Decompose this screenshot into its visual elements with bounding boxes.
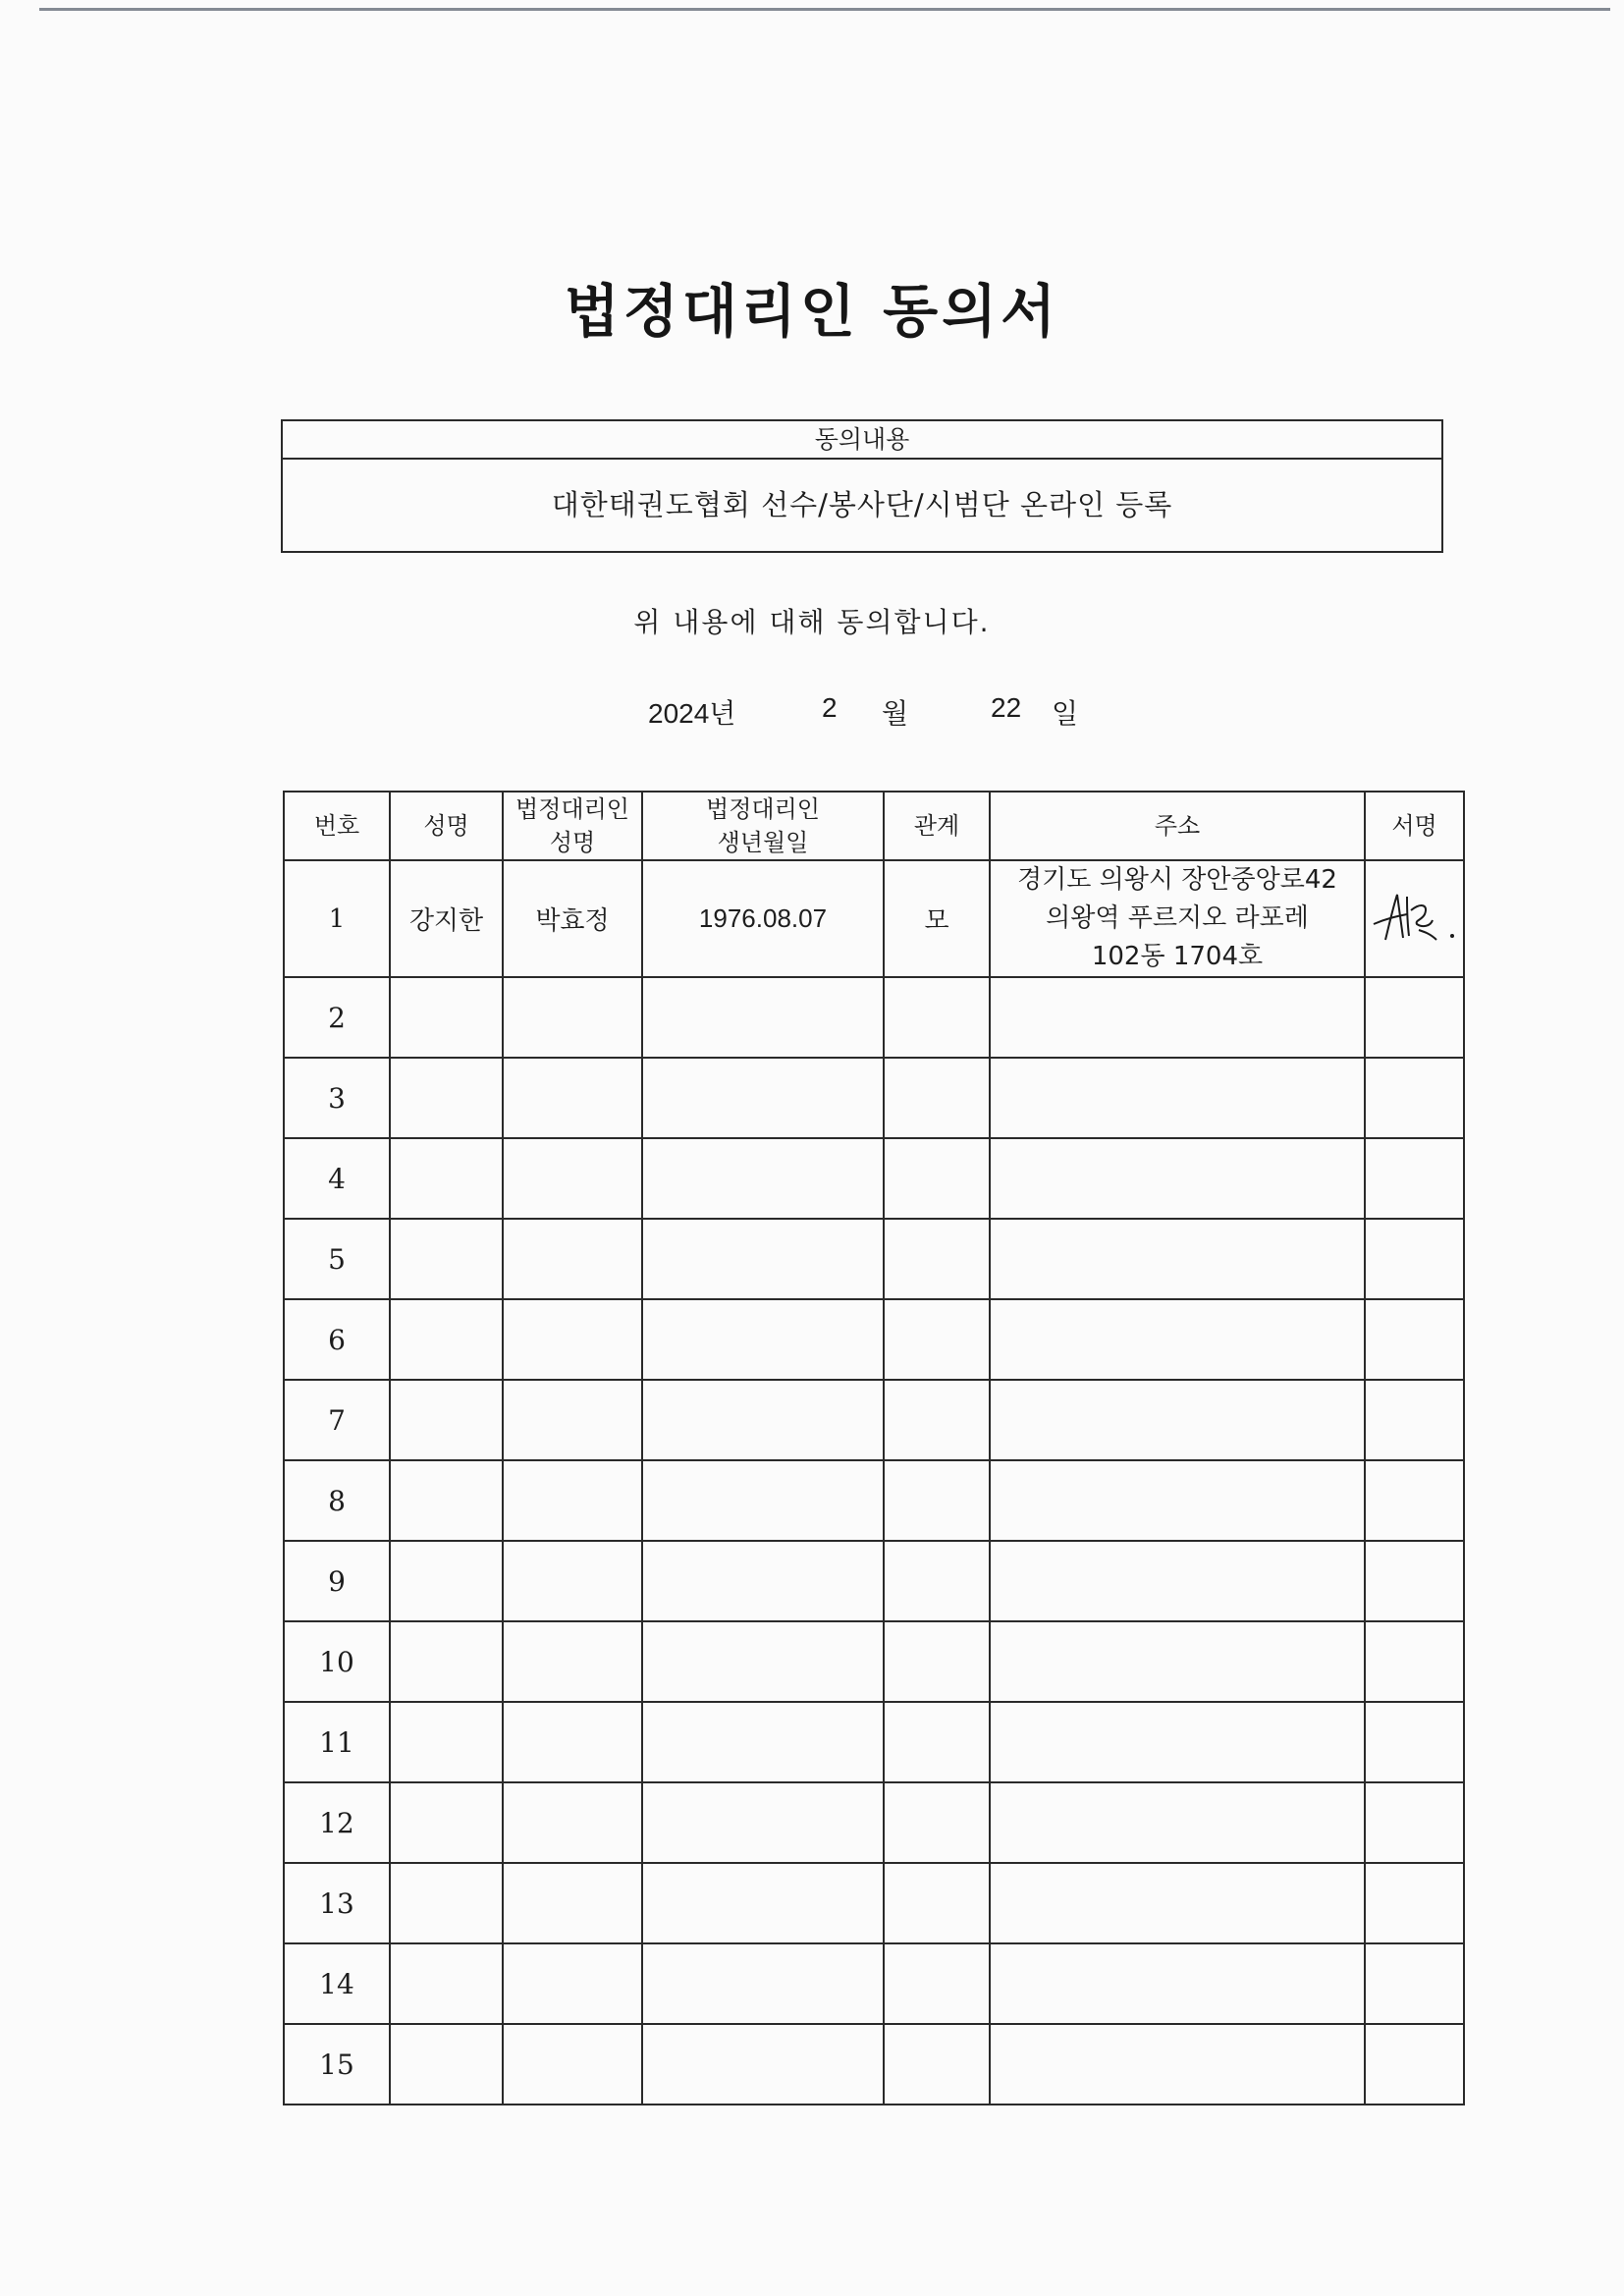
empty-cell <box>990 1702 1365 1782</box>
cell-no: 5 <box>284 1219 390 1299</box>
empty-cell <box>884 1380 990 1460</box>
table-row <box>284 1863 1464 1943</box>
empty-cell <box>503 1219 642 1299</box>
empty-cell <box>642 1782 884 1863</box>
empty-cell <box>990 1943 1365 2024</box>
table-row <box>284 977 1464 1058</box>
empty-cell <box>990 1058 1365 1138</box>
date-month: 2 <box>822 692 838 723</box>
empty-cell <box>1365 1138 1464 1219</box>
consent-content-text: 대한태권도협회 선수/봉사단/시범단 온라인 등록 <box>551 488 1173 521</box>
address-line-3: 102동 1704호 <box>1091 942 1264 971</box>
header-address: 주소 <box>990 792 1365 860</box>
document-title: 법정대리인 동의서 <box>564 278 1060 345</box>
empty-cell <box>390 1621 503 1702</box>
table-row <box>284 1380 1464 1460</box>
table-row <box>284 1541 1464 1621</box>
table-row <box>284 1460 1464 1541</box>
empty-cell <box>642 1460 884 1541</box>
cell-no: 1 <box>284 860 390 977</box>
cell-no: 4 <box>284 1138 390 1219</box>
empty-cell <box>390 1299 503 1380</box>
empty-cell <box>503 1621 642 1702</box>
empty-cell <box>884 1621 990 1702</box>
date-year: 2024년 <box>648 698 736 729</box>
empty-cell <box>503 1863 642 1943</box>
table-row <box>284 1782 1464 1863</box>
table-row <box>284 1299 1464 1380</box>
empty-cell <box>884 1541 990 1621</box>
cell-signature <box>1365 860 1464 977</box>
empty-cell <box>990 1380 1365 1460</box>
empty-cell <box>1365 1782 1464 1863</box>
address-line-2: 의왕역 푸르지오 라포레 <box>1046 903 1309 933</box>
empty-cell <box>390 977 503 1058</box>
empty-cell <box>503 1460 642 1541</box>
empty-cell <box>503 1702 642 1782</box>
table-row <box>284 2024 1464 2105</box>
empty-cell <box>1365 2024 1464 2105</box>
empty-cell <box>390 2024 503 2105</box>
empty-cell <box>1365 1299 1464 1380</box>
empty-cell <box>1365 1460 1464 1541</box>
cell-no: 7 <box>284 1380 390 1460</box>
table-row <box>284 1702 1464 1782</box>
address-line-1: 경기도 의왕시 장안중앙로42 <box>1017 865 1337 895</box>
table-row <box>284 860 1464 977</box>
empty-cell <box>642 1943 884 2024</box>
date-day: 22 <box>991 692 1022 723</box>
empty-cell <box>642 2024 884 2105</box>
empty-cell <box>642 1138 884 1219</box>
cell-no: 9 <box>284 1541 390 1621</box>
empty-cell <box>990 1621 1365 1702</box>
table-row <box>284 1943 1464 2024</box>
empty-cell <box>642 1621 884 1702</box>
table-row <box>284 1138 1464 1219</box>
cell-no: 12 <box>284 1782 390 1863</box>
empty-cell <box>884 1138 990 1219</box>
header-guardian-name-line2: 성명 <box>549 829 596 856</box>
empty-cell <box>1365 1943 1464 2024</box>
header-guardian-birth-line2: 생년월일 <box>717 829 809 856</box>
empty-cell <box>642 1299 884 1380</box>
empty-cell <box>884 1702 990 1782</box>
cell-name: 강지한 <box>390 860 503 977</box>
empty-cell <box>390 1460 503 1541</box>
empty-cell <box>990 1138 1365 1219</box>
agreement-statement: 위 내용에 대해 동의합니다. <box>633 606 991 638</box>
empty-cell <box>390 1782 503 1863</box>
empty-cell <box>1365 977 1464 1058</box>
cell-no: 6 <box>284 1299 390 1380</box>
empty-cell <box>642 977 884 1058</box>
cell-no: 8 <box>284 1460 390 1541</box>
empty-cell <box>642 1219 884 1299</box>
cell-guardian-birth: 1976.08.07 <box>642 860 884 977</box>
consent-content-header: 동의내용 <box>283 421 1441 460</box>
cell-no: 10 <box>284 1621 390 1702</box>
empty-cell <box>503 1782 642 1863</box>
empty-cell <box>642 1541 884 1621</box>
empty-cell <box>390 1219 503 1299</box>
header-no: 번호 <box>284 792 390 860</box>
table-row <box>284 1058 1464 1138</box>
cell-guardian-name: 박효정 <box>503 860 642 977</box>
empty-cell <box>1365 1058 1464 1138</box>
empty-cell <box>390 1943 503 2024</box>
handwritten-signature <box>1368 885 1462 954</box>
empty-cell <box>990 977 1365 1058</box>
empty-cell <box>1365 1219 1464 1299</box>
empty-cell <box>884 2024 990 2105</box>
consent-content-box <box>281 419 1443 553</box>
header-guardian-name <box>503 792 642 860</box>
empty-cell <box>503 1943 642 2024</box>
empty-cell <box>503 1541 642 1621</box>
empty-cell <box>884 1943 990 2024</box>
empty-cell <box>884 1058 990 1138</box>
date-month-label: 월 <box>882 697 909 730</box>
table-header-row <box>284 792 1464 860</box>
empty-cell <box>990 1863 1365 1943</box>
empty-cell <box>390 1863 503 1943</box>
empty-cell <box>503 1299 642 1380</box>
empty-cell <box>503 1138 642 1219</box>
header-guardian-name-line1: 법정대리인 <box>515 795 629 823</box>
guardian-table <box>283 791 1465 2105</box>
header-guardian-birth-line1: 법정대리인 <box>706 795 820 823</box>
empty-cell <box>884 1219 990 1299</box>
empty-cell <box>884 1782 990 1863</box>
header-signature: 서명 <box>1365 792 1464 860</box>
cell-no: 3 <box>284 1058 390 1138</box>
empty-cell <box>990 1460 1365 1541</box>
empty-cell <box>642 1863 884 1943</box>
empty-cell <box>1365 1621 1464 1702</box>
empty-cell <box>503 1380 642 1460</box>
empty-cell <box>390 1380 503 1460</box>
header-name: 성명 <box>390 792 503 860</box>
table-row <box>284 1621 1464 1702</box>
empty-cell <box>390 1138 503 1219</box>
empty-cell <box>990 1782 1365 1863</box>
scan-edge-line <box>39 8 1610 11</box>
table-row <box>284 1219 1464 1299</box>
empty-cell <box>642 1058 884 1138</box>
empty-cell <box>1365 1380 1464 1460</box>
empty-cell <box>390 1058 503 1138</box>
empty-cell <box>1365 1541 1464 1621</box>
empty-cell <box>990 1541 1365 1621</box>
header-relation: 관계 <box>884 792 990 860</box>
empty-cell <box>884 1863 990 1943</box>
cell-no: 11 <box>284 1702 390 1782</box>
cell-relation: 모 <box>884 860 990 977</box>
cell-no: 13 <box>284 1863 390 1943</box>
empty-cell <box>390 1702 503 1782</box>
cell-no: 14 <box>284 1943 390 2024</box>
cell-no: 2 <box>284 977 390 1058</box>
empty-cell <box>884 1299 990 1380</box>
empty-cell <box>503 1058 642 1138</box>
empty-cell <box>884 1460 990 1541</box>
empty-cell <box>503 977 642 1058</box>
date-day-label: 일 <box>1052 697 1079 730</box>
empty-cell <box>1365 1702 1464 1782</box>
empty-cell <box>503 2024 642 2105</box>
cell-no: 15 <box>284 2024 390 2105</box>
cell-address <box>990 860 1365 977</box>
empty-cell <box>884 977 990 1058</box>
empty-cell <box>642 1380 884 1460</box>
empty-cell <box>390 1541 503 1621</box>
empty-cell <box>642 1702 884 1782</box>
empty-cell <box>990 1299 1365 1380</box>
empty-cell <box>1365 1863 1464 1943</box>
empty-cell <box>990 1219 1365 1299</box>
header-guardian-birth <box>642 792 884 860</box>
empty-cell <box>990 2024 1365 2105</box>
